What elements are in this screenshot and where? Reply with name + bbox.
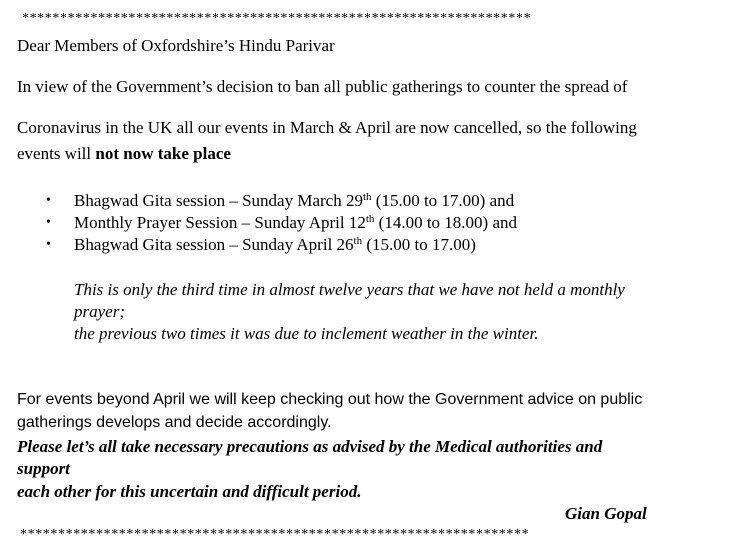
closing-line-3: each other for this uncertain and difficult period. [17,482,362,501]
event-item-3-text: Bhagwad Gita session – Sunday April 26 [74,235,354,254]
bullet-icon: • [46,237,51,252]
event-item-2 [74,213,517,233]
paragraph-1-line-3-text: events will [17,144,96,163]
paragraph-1-line-2: Coronavirus in the UK all our events in March & April are now cancelled, so the following [17,118,637,137]
event-item-3-ordinal: th [353,235,363,247]
event-item-2-time: (14.00 to 18.00) and [374,213,517,232]
closing-line-1: Please let’s all take necessary precautions as advised by the Medical authorities and [17,437,603,456]
note-line-2: prayer; [74,302,125,321]
event-item-3 [74,235,476,255]
bullet-icon: • [46,193,51,208]
event-item-2-text: Monthly Prayer Session – Sunday April 12 [74,213,366,232]
note-line-1: This is only the third time in almost twelve years that we have not held a monthly [74,280,625,299]
event-item-1-ordinal: th [362,191,372,203]
event-item-2-ordinal: th [365,213,375,225]
paragraph-2-line-1: For events beyond April we will keep checking out how the Government advice on public [17,391,643,408]
event-item-1-time: (15.00 to 17.00) and [371,191,515,210]
paragraph-2-line-2: gatherings develops and decide accordingly. [17,414,332,431]
closing-line-2: support [17,459,70,478]
event-item-1-text: Bhagwad Gita session – Sunday March 29 [74,191,363,210]
signature: Gian Gopal [565,504,647,523]
note-line-3: the previous two times it was due to inclement weather in the winter. [74,324,539,343]
event-item-3-time: (15.00 to 17.00) [362,235,476,254]
top-asterisk-rule: ******************************************************************* [22,11,532,26]
paragraph-1-line-3 [17,144,231,164]
bullet-icon: • [46,215,51,230]
paragraph-1-line-1: In view of the Government’s decision to ban all public gatherings to counter the spread of [17,77,628,96]
event-item-1 [74,191,514,211]
bottom-asterisk-rule: ******************************************************************* [20,527,530,542]
not-now-take-place-emphasis: not now take place [95,144,231,163]
greeting: Dear Members of Oxfordshire’s Hindu Parivar [17,36,335,55]
